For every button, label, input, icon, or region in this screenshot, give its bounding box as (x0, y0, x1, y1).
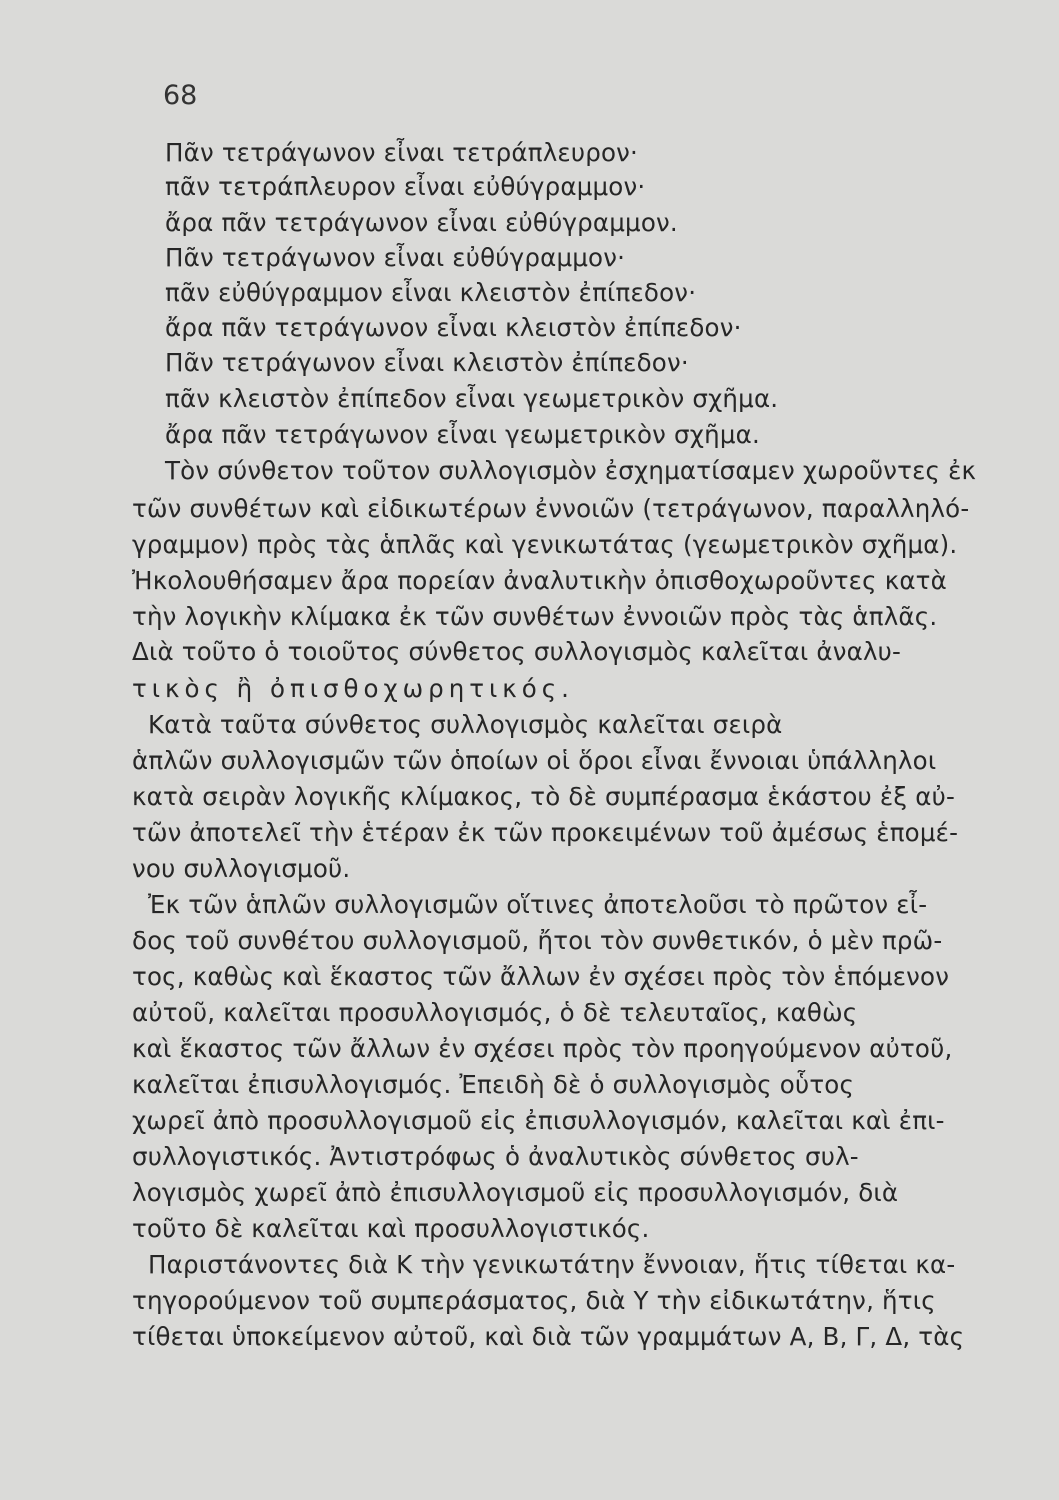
text-line: Πᾶν τετράγωνον εἶναι τετράπλευρον· (165, 138, 639, 167)
text-line: αὐτοῦ, καλεῖται προσυλλογισμός, ὁ δὲ τελευταῖος, καθὼς (132, 998, 858, 1027)
text-line: δος τοῦ συνθέτου συλλογισμοῦ, ἤτοι τὸν συνθετικόν, ὁ μὲν πρῶ- (132, 926, 943, 955)
text-line: τῶν ἀποτελεῖ τὴν ἑτέραν ἐκ τῶν προκειμένων τοῦ ἀμέσως ἑπομέ- (132, 818, 959, 847)
text-line: Κατὰ ταῦτα σύνθετος συλλογισμὸς καλεῖται σειρὰ (148, 710, 783, 739)
text-line: λογισμὸς χωρεῖ ἀπὸ ἐπισυλλογισμοῦ εἰς προσυλλογισμόν, διὰ (132, 1178, 899, 1207)
text-line: τίθεται ὑποκείμενον αὐτοῦ, καὶ διὰ τῶν γραμμάτων Α, Β, Γ, Δ, τὰς (132, 1322, 965, 1351)
text-line: τηγορούμενον τοῦ συμπεράσματος, διὰ Υ τὴν εἰδικωτάτην, ἥτις (132, 1286, 936, 1315)
text-line: χωρεῖ ἀπὸ προσυλλογισμοῦ εἰς ἐπισυλλογισμόν, καλεῖται καὶ ἐπι- (132, 1106, 945, 1135)
text-line: ἄρα πᾶν τετράγωνον εἶναι εὐθύγραμμον. (165, 208, 678, 237)
text-line: Πᾶν τετράγωνον εἶναι εὐθύγραμμον· (165, 243, 626, 272)
text-line: τοῦτο δὲ καλεῖται καὶ προσυλλογιστικός. (132, 1214, 650, 1243)
text-line: πᾶν τετράπλευρον εἶναι εὐθύγραμμον· (165, 172, 646, 201)
text-line: Παριστάνοντες διὰ Κ τὴν γενικωτάτην ἔννοιαν, ἥτις τίθεται κα- (148, 1250, 956, 1279)
text-line: Πᾶν τετράγωνον εἶναι κλειστὸν ἐπίπεδον· (165, 348, 689, 377)
text-line: καλεῖται ἐπισυλλογισμός. Ἐπειδὴ δὲ ὁ συλλογισμὸς οὗτος (132, 1070, 855, 1099)
text-line: Ἐκ τῶν ἁπλῶν συλλογισμῶν οἵτινες ἀποτελοῦσι τὸ πρῶτον εἶ- (148, 890, 928, 919)
text-line: τος, καθὼς καὶ ἕκαστος τῶν ἄλλων ἐν σχέσει πρὸς τὸν ἑπόμενον (132, 962, 950, 991)
text-line: Διὰ τοῦτο ὁ τοιοῦτος σύνθετος συλλογισμὸς καλεῖται ἀναλυ- (132, 637, 902, 666)
text-line: νου συλλογισμοῦ. (132, 854, 351, 883)
text-line: ἁπλῶν συλλογισμῶν τῶν ὁποίων οἱ ὅροι εἶναι ἔννοιαι ὑπάλληλοι (132, 746, 937, 775)
text-line: πᾶν κλειστὸν ἐπίπεδον εἶναι γεωμετρικὸν σχῆμα. (165, 384, 779, 413)
text-line: ἄρα πᾶν τετράγωνον εἶναι κλειστὸν ἐπίπεδον· (165, 313, 742, 342)
text-line: γραμμον) πρὸς τὰς ἁπλᾶς καὶ γενικωτάτας (γεωμετρικὸν σχῆμα). (132, 530, 958, 559)
text-line: συλλογιστικός. Ἀντιστρόφως ὁ ἀναλυτικὸς σύνθετος συλ- (132, 1142, 859, 1171)
text-line: Τὸν σύνθετον τοῦτον συλλογισμὸν ἐσχηματίσαμεν χωροῦντες ἐκ (165, 456, 977, 485)
text-line: πᾶν εὐθύγραμμον εἶναι κλειστὸν ἐπίπεδον· (165, 278, 697, 307)
text-line: Ἠκολουθήσαμεν ἄρα πορείαν ἀναλυτικὴν ὀπισθοχωροῦντες κατὰ (132, 566, 947, 595)
page-number: 68 (163, 80, 198, 111)
text-line: κατὰ σειρὰν λογικῆς κλίμακος, τὸ δὲ συμπέρασμα ἑκάστου ἐξ αὐ- (132, 782, 955, 811)
text-line: ἄρα πᾶν τετράγωνον εἶναι γεωμετρικὸν σχῆμα. (165, 420, 760, 449)
text-line: καὶ ἕκαστος τῶν ἄλλων ἐν σχέσει πρὸς τὸν προηγούμενον αὐτοῦ, (132, 1034, 953, 1063)
text-line: τικὸς ἢ ὀπισθοχωρητικός. (132, 674, 574, 703)
text-line: τῶν συνθέτων καὶ εἰδικωτέρων ἐννοιῶν (τετράγωνον, παραλληλό- (132, 494, 970, 523)
text-line: τὴν λογικὴν κλίμακα ἐκ τῶν συνθέτων ἐννοιῶν πρὸς τὰς ἁπλᾶς. (132, 602, 938, 631)
